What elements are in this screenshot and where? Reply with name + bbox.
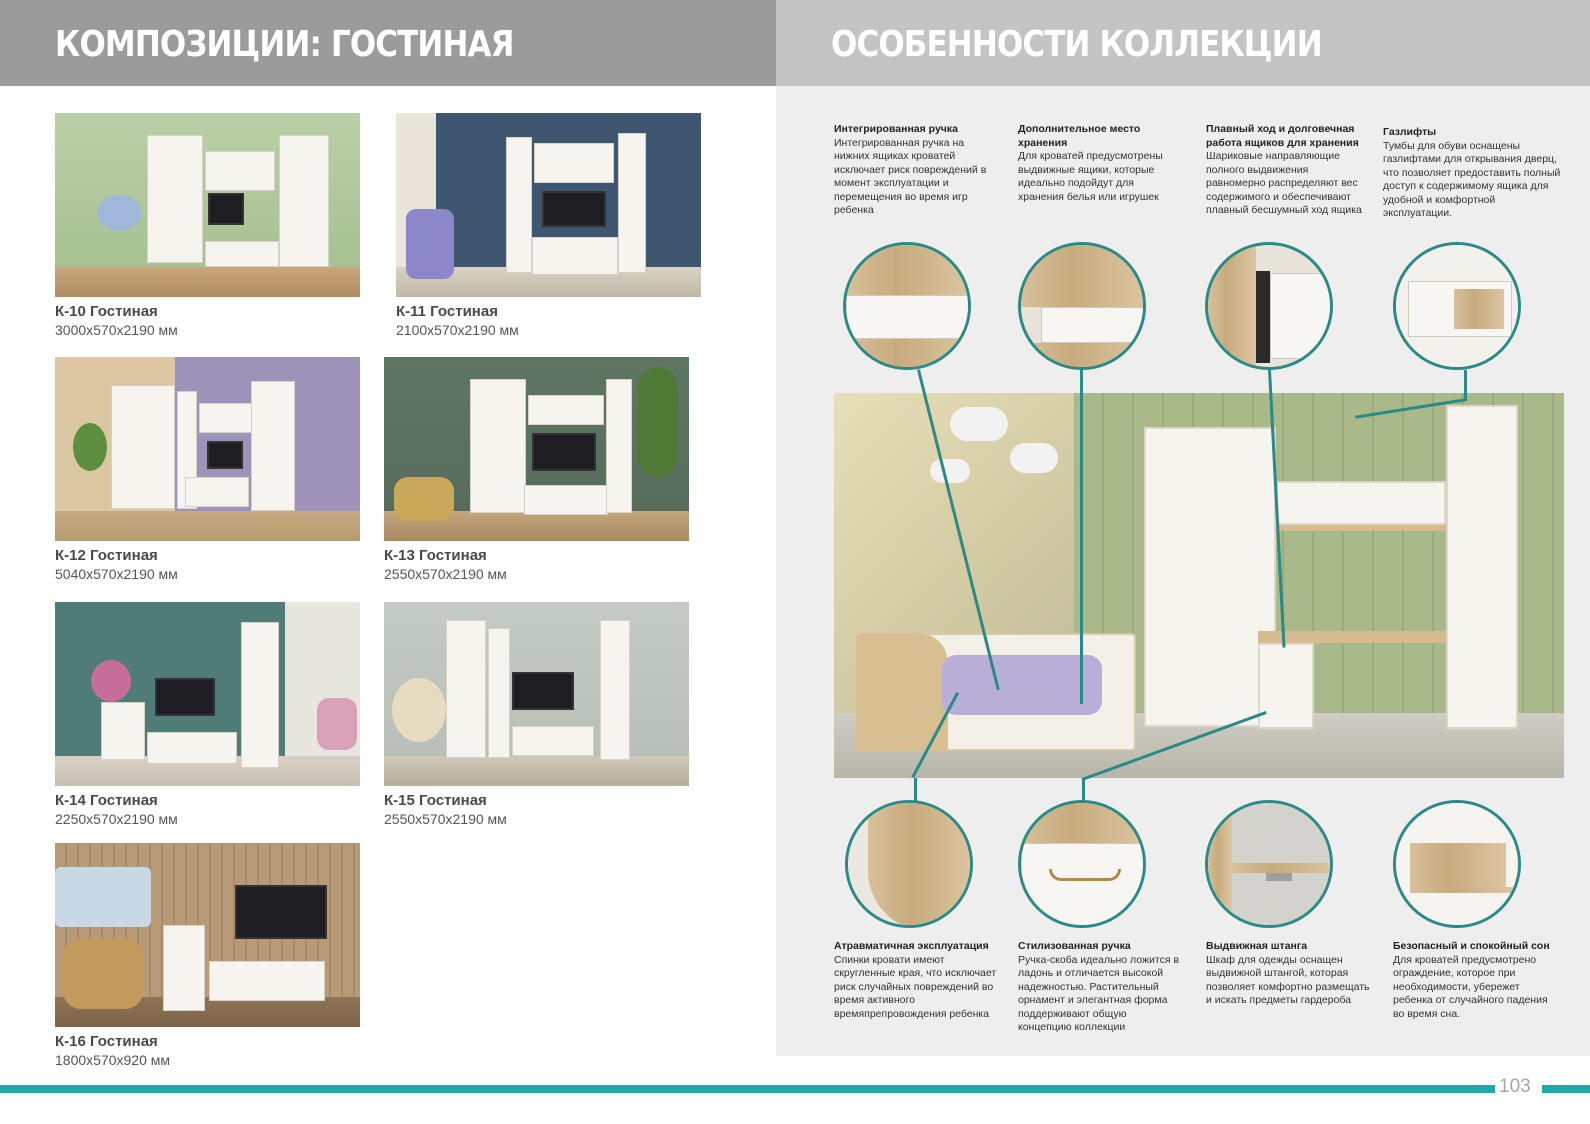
feature-text: Спинки кровати имеют скругленные края, что исключает риск случайных повреждений во время активного времяпрепровождения ребенка [834,953,997,1020]
composition-size: 2100x570x2190 мм [396,322,519,338]
feature-title: Выдвижная штанга [1206,940,1308,952]
composition-photo [55,357,360,541]
composition-k13[interactable] [384,357,689,582]
feature-pull-out-rail [1206,940,1370,1008]
composition-k15[interactable] [384,602,689,827]
composition-name: К-12 Гостиная [55,547,158,564]
right-header [776,0,1590,86]
feature-title: Интегрированная ручка [834,123,958,135]
composition-size: 2550x570x2190 мм [384,566,507,582]
left-header [0,0,776,86]
feature-gas-lifts [1383,126,1563,221]
detail-circle-rounded-edges [845,800,973,928]
page-number: 103 [1499,1076,1531,1097]
feature-title: Плавный ход и долговечная работа ящиков для хранения [1206,123,1359,149]
composition-name: К-11 Гостиная [396,303,498,320]
feature-title: Атравматичная эксплуатация [834,940,989,952]
left-header-title: КОМПОЗИЦИИ: ГОСТИНАЯ [55,24,514,65]
feature-title: Безопасный и спокойный сон [1393,940,1550,952]
feature-text: Интегрированная ручка на нижних ящиках кроватей исключает риск повреждений в момент эксплуатации и перемещения во время игр ребенка [834,136,987,216]
composition-photo [55,843,360,1027]
feature-text: Для кроватей предусмотрены выдвижные ящики, которые идеально подойдут для хранения белья или игрушек [1018,150,1163,203]
composition-name: К-16 Гостиная [55,1033,158,1050]
composition-name: К-10 Гостиная [55,303,158,320]
composition-k11[interactable] [396,113,701,338]
feature-text: Ручка-скоба идеально ложится в ладонь и отличается высокой надежностью. Растительный орнамент и элегантная форма поддерживают общую концепцию коллекции [1018,953,1180,1033]
composition-name: К-14 Гостиная [55,792,158,809]
feature-safe-sleep [1393,940,1561,1021]
detail-circle-extra-storage [1018,242,1146,370]
feature-rounded-edges [834,940,998,1021]
feature-text: Шариковые направляющие полного выдвижения равномерно распределяют вес содержимого и обеспечивают плавный бесшумный ход ящика [1206,150,1362,216]
composition-name: К-13 Гостиная [384,547,487,564]
composition-size: 1800x570x920 мм [55,1052,171,1068]
detail-circle-smooth-drawers [1205,242,1333,370]
leader-line [1082,778,1085,802]
detail-circle-styled-handle [1018,800,1146,928]
composition-size: 2550x570x2190 мм [384,811,507,827]
composition-size: 2250x570x2190 мм [55,811,178,827]
feature-integrated-handle [834,123,994,218]
composition-k10[interactable] [55,113,360,338]
feature-title: Стилизованная ручка [1018,940,1131,952]
detail-circle-gas-lifts [1393,242,1521,370]
feature-text: Тумбы для обуви оснащены газлифтами для открывания дверц, что позволяет предоставить полный доступ к содержимому ящика для удобной и комфортной эксплуатации. [1383,139,1561,219]
leader-line [914,778,917,802]
footer-accent-bar [0,1085,1495,1093]
feature-smooth-drawers [1206,123,1368,218]
composition-name: К-15 Гостиная [384,792,487,809]
right-header-title: ОСОБЕННОСТИ КОЛЛЕКЦИИ [831,24,1322,65]
composition-size: 3000x570x2190 мм [55,322,178,338]
composition-size: 5040x570x2190 мм [55,566,178,582]
feature-styled-handle [1018,940,1182,1035]
composition-k12[interactable] [55,357,360,582]
composition-photo [55,602,360,786]
feature-text: Шкаф для одежды оснащен выдвижной штангой, которая позволяет комфортно размещать и искать предметы гардероба [1206,953,1370,1006]
detail-circle-integrated-handle [843,242,971,370]
composition-photo [396,113,701,297]
leader-line [1080,370,1083,704]
detail-circle-pull-out-rail [1205,800,1333,928]
composition-photo [55,113,360,297]
footer-accent-bar-right [1542,1085,1590,1093]
feature-extra-storage [1018,123,1178,204]
composition-k14[interactable] [55,602,360,827]
feature-title: Дополнительное место хранения [1018,123,1141,149]
composition-photo [384,357,689,541]
composition-k16[interactable] [55,843,360,1068]
composition-photo [384,602,689,786]
feature-text: Для кроватей предусмотрено ограждение, которое при необходимости, убережет ребенка от случайного падения во время сна. [1393,953,1548,1020]
detail-circle-bed-guard [1393,800,1521,928]
feature-title: Газлифты [1383,126,1437,138]
leader-line [1464,370,1467,400]
